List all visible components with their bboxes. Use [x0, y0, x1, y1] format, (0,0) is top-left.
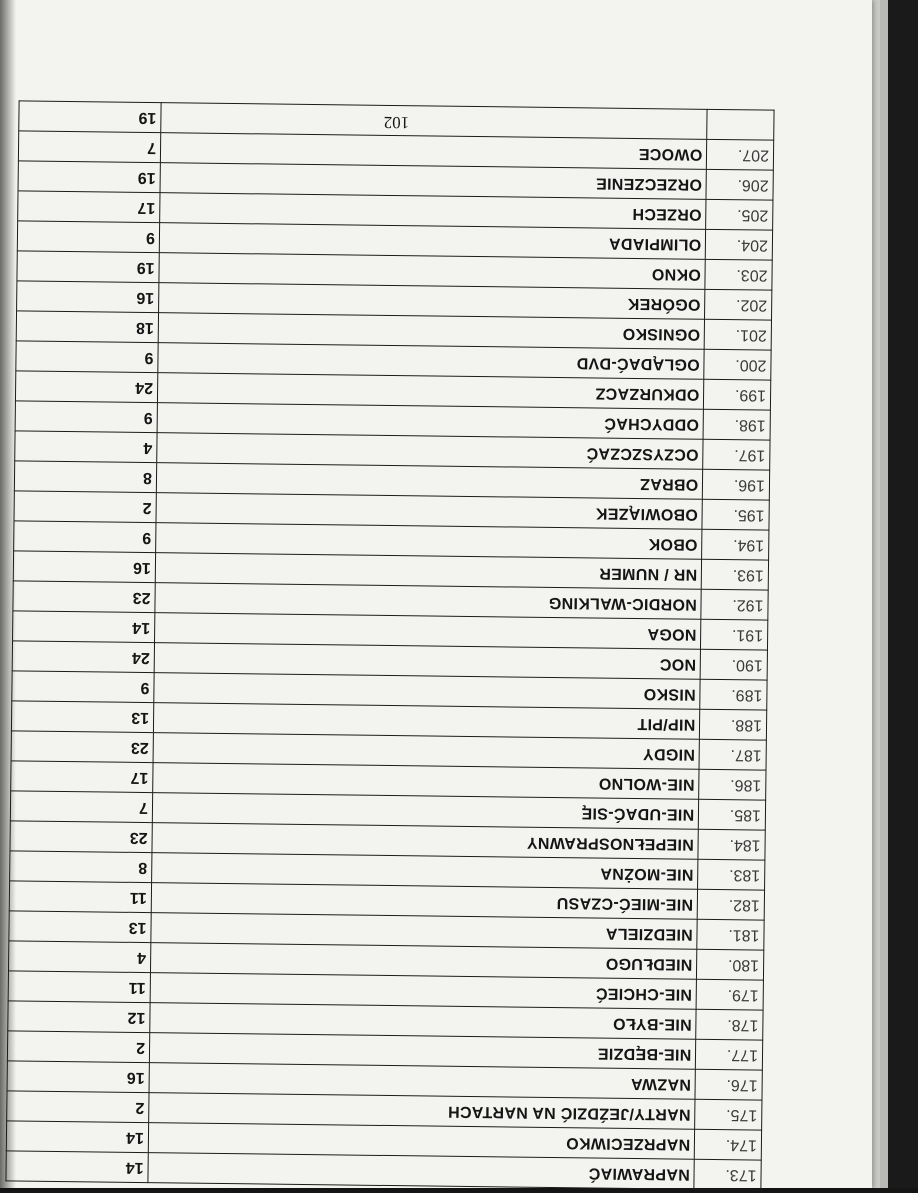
row-number: 186.	[699, 769, 766, 800]
row-count: 9	[14, 521, 156, 553]
row-count: 14	[6, 1151, 148, 1183]
row-count: 14	[13, 611, 155, 643]
row-word: NAPRAWIAĆ	[148, 1153, 695, 1190]
row-count: 19	[18, 161, 160, 193]
row-count: 11	[9, 881, 151, 913]
row-word: NIEDŁUGO	[150, 943, 697, 980]
row-word: NOC	[154, 643, 701, 680]
row-number: 181.	[697, 919, 764, 950]
row-word: OCZYSZCZAĆ	[157, 433, 704, 470]
row-number: 190.	[700, 649, 767, 680]
row-number: 195.	[702, 499, 769, 530]
row-count: 23	[10, 821, 152, 853]
row-word: NISKO	[154, 673, 701, 710]
row-number: 188.	[700, 709, 767, 740]
row-word: NORDIC-WALKING	[155, 583, 702, 620]
row-word: ODKURZACZ	[157, 373, 704, 410]
row-count: 9	[17, 221, 159, 253]
row-number: 179.	[696, 979, 763, 1010]
row-count: 23	[13, 581, 155, 613]
row-count: 13	[9, 911, 151, 943]
row-count: 19	[17, 251, 159, 283]
row-count: 8	[14, 461, 156, 493]
row-number: 180.	[697, 949, 764, 980]
row-word: NAPRZECIWKO	[148, 1123, 695, 1160]
vocabulary-table	[5, 100, 774, 1190]
row-word: OGLĄDAĆ-DVD	[158, 343, 705, 380]
row-count: 23	[11, 731, 153, 763]
row-number: 205.	[706, 199, 773, 230]
row-number: 177.	[696, 1039, 763, 1070]
page-number: 102	[383, 112, 410, 133]
row-count: 2	[14, 491, 156, 523]
row-number: 175.	[695, 1099, 762, 1130]
row-count: 4	[8, 941, 150, 973]
row-number: 198.	[703, 409, 770, 440]
row-number: 204.	[705, 229, 772, 260]
row-word: NIE-BĘDZIE	[149, 1033, 696, 1070]
row-word: NIEPEŁNOSPRAWNY	[152, 823, 699, 860]
row-word: ORZECH	[160, 193, 707, 230]
row-word: OBOWIĄZEK	[156, 493, 703, 530]
row-word: OBOK	[156, 523, 703, 560]
row-word: OBRAZ	[156, 463, 703, 500]
row-number: 197.	[703, 439, 770, 470]
row-number: 174.	[694, 1129, 761, 1160]
row-count: 9	[15, 401, 157, 433]
back-sheet	[880, 0, 888, 1188]
row-word: NAZWA	[149, 1063, 696, 1100]
row-count: 7	[10, 791, 152, 823]
row-word: NIE-MIEĆ-CZASU	[151, 883, 698, 920]
row-count: 16	[7, 1061, 149, 1093]
row-word: NR / NUMER	[155, 553, 702, 590]
row-word: NIE-CHCIEĆ	[150, 973, 697, 1010]
rotated-document	[5, 97, 774, 1192]
row-number: 182.	[697, 889, 764, 920]
row-count: 9	[12, 671, 154, 703]
row-count: 13	[11, 701, 153, 733]
row-word: NOGA	[154, 613, 701, 650]
row-word: NIP/PIT	[153, 703, 700, 740]
row-count: 4	[15, 431, 157, 463]
row-count: 14	[6, 1121, 148, 1153]
row-number: 183.	[698, 859, 765, 890]
row-word: NARTY/JEŹDZIĆ NA NARTACH	[149, 1093, 696, 1130]
row-word: NIE-BYŁO	[150, 1003, 697, 1040]
row-number: 187.	[699, 739, 766, 770]
row-count: 17	[11, 761, 153, 793]
row-word: NIEDZIELA	[151, 913, 698, 950]
row-number: 192.	[701, 589, 768, 620]
row-word: OLIMPIADA	[159, 223, 706, 260]
row-count: 2	[7, 1031, 149, 1063]
row-number: 203.	[705, 259, 772, 290]
row-number: 201.	[704, 319, 771, 350]
row-number: 176.	[695, 1069, 762, 1100]
row-number: 184.	[698, 829, 765, 860]
row-count: 24	[15, 371, 157, 403]
row-word: ORZECZENIE	[160, 163, 707, 200]
row-number: 202.	[705, 289, 772, 320]
row-number: 200.	[704, 349, 771, 380]
row-number: 185.	[699, 799, 766, 830]
row-count: 24	[12, 641, 154, 673]
row-word: OKNO	[159, 253, 706, 290]
row-count: 19	[19, 101, 161, 133]
row-count: 16	[17, 281, 159, 313]
row-word: NIE-UDAĆ-SIĘ	[152, 793, 699, 830]
row-word: OGÓREK	[158, 283, 705, 320]
row-word: ODDYCHAĆ	[157, 403, 704, 440]
row-word: OWOCE	[160, 133, 707, 170]
row-count: 11	[8, 971, 150, 1003]
row-count: 17	[18, 191, 160, 223]
row-word: OGNISKO	[158, 313, 705, 350]
row-number: 206.	[706, 169, 773, 200]
row-number: 193.	[701, 559, 768, 590]
row-number: 178.	[696, 1009, 763, 1040]
row-count: 18	[16, 311, 158, 343]
row-count: 12	[8, 1001, 150, 1033]
row-count: 2	[7, 1091, 149, 1123]
row-count: 9	[16, 341, 158, 373]
row-number: 173.	[694, 1159, 761, 1190]
row-count: 7	[18, 131, 160, 163]
row-word: NIE-MOŻNA	[152, 853, 699, 890]
row-number: 194.	[702, 529, 769, 560]
row-number: 199.	[704, 379, 771, 410]
row-count: 8	[10, 851, 152, 883]
row-number: 196.	[703, 469, 770, 500]
row-number: 191.	[701, 619, 768, 650]
row-number: 189.	[700, 679, 767, 710]
background-edge	[888, 0, 918, 1188]
row-number: 207.	[707, 139, 774, 170]
row-word: NIE-WOLNO	[153, 763, 700, 800]
row-count: 16	[13, 551, 155, 583]
row-word: NIGDY	[153, 733, 700, 770]
